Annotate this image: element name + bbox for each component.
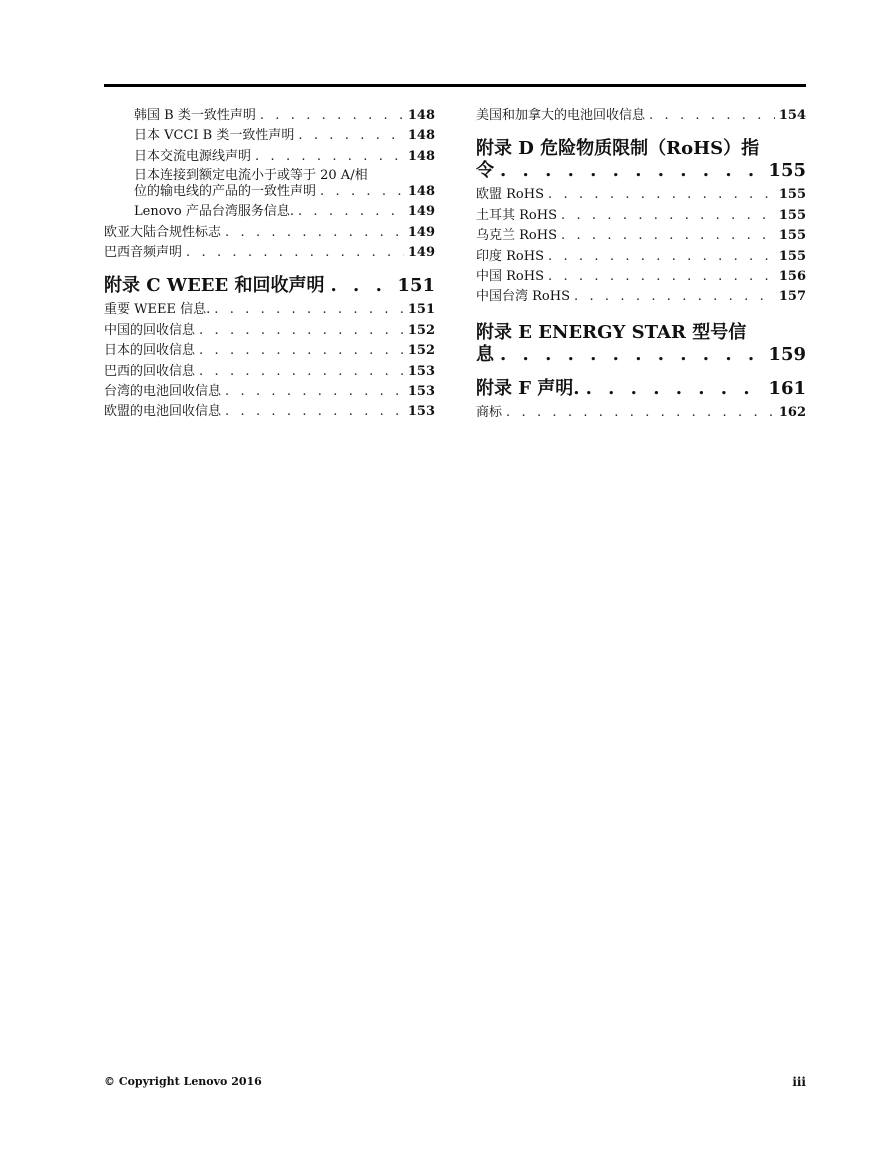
- dot-leader: [331, 275, 392, 297]
- dot-leader: [561, 206, 775, 226]
- toc-entry-title: 重要 WEEE 信息.: [104, 302, 211, 318]
- section-page: 159: [768, 343, 806, 365]
- toc-entry[interactable]: [476, 226, 806, 246]
- dot-leader: [199, 362, 404, 382]
- section-title: 附录 F 声明.: [476, 377, 580, 399]
- toc-section-appendix-d[interactable]: [476, 138, 806, 182]
- toc-entry-page: 155: [778, 187, 806, 203]
- toc-entry-title: 土耳其 RoHS: [476, 207, 557, 223]
- toc-entry-page: 162: [778, 404, 806, 420]
- toc-entry-title: Lenovo 产品台湾服务信息.: [134, 204, 294, 220]
- toc-entry[interactable]: [104, 362, 435, 382]
- toc-entry-title: 巴西音频声明: [104, 245, 183, 261]
- toc-entry[interactable]: [104, 321, 435, 341]
- section-page: 151: [397, 275, 435, 297]
- dot-leader: [500, 344, 762, 366]
- toc-entry-title: 乌克兰 RoHS: [476, 228, 557, 244]
- dot-leader: [561, 226, 775, 246]
- dot-leader: [225, 223, 404, 243]
- toc-entry-title: 日本的回收信息: [104, 343, 196, 359]
- dot-leader: [199, 341, 404, 361]
- toc-entry-page: 156: [778, 269, 806, 285]
- dot-leader: [649, 106, 775, 126]
- toc-entry-title: 欧盟的电池回收信息: [104, 404, 222, 420]
- toc-left-column: [104, 106, 435, 423]
- toc-entry-title-line1: 日本连接到额定电流小于或等于 20 A/相: [134, 168, 368, 184]
- dot-leader: [298, 202, 404, 222]
- dot-leader: [298, 126, 403, 146]
- dot-leader: [548, 185, 775, 205]
- dot-leader: [586, 378, 763, 400]
- toc-entry-title-line2: 位的输电线的产品的一致性声明: [134, 184, 317, 200]
- toc-entry-page: 149: [407, 224, 435, 240]
- toc-entry-title: 台湾的电池回收信息: [104, 384, 222, 400]
- toc-entry[interactable]: [476, 267, 806, 287]
- dot-leader: [255, 147, 404, 167]
- toc-entry[interactable]: [104, 341, 435, 361]
- section-page: 155: [768, 160, 806, 182]
- toc-entry-title: 中国的回收信息: [104, 322, 196, 338]
- toc-entry[interactable]: [476, 185, 806, 205]
- toc-entry-page: 153: [407, 384, 435, 400]
- toc-entry-page: 148: [407, 128, 435, 144]
- toc-entry[interactable]: [104, 106, 435, 126]
- toc-entry-title: 中国台湾 RoHS: [476, 289, 570, 305]
- page-number: iii: [792, 1075, 806, 1089]
- toc-entry-page: 149: [407, 245, 435, 261]
- dot-leader: [186, 243, 404, 263]
- toc-entry-title: 美国和加拿大的电池回收信息: [476, 108, 646, 123]
- toc-entry-page: 155: [778, 248, 806, 264]
- dot-leader: [548, 267, 775, 287]
- toc-entry-page: 151: [407, 302, 435, 318]
- toc-entry-title: 欧亚大陆合规性标志: [104, 224, 222, 240]
- toc-entry[interactable]: [104, 223, 435, 243]
- toc-entry-page: 149: [407, 204, 435, 220]
- toc-entry-title: 印度 RoHS: [476, 248, 544, 264]
- toc-entry-title: 商标: [476, 404, 503, 420]
- toc-entry-page: 153: [407, 363, 435, 379]
- toc-entry-page: 153: [407, 404, 435, 420]
- header-rule: [104, 84, 806, 87]
- toc-entry-page: 154: [778, 108, 806, 123]
- toc-entry[interactable]: [104, 202, 435, 222]
- toc-entry[interactable]: [476, 287, 806, 307]
- toc-entry[interactable]: [104, 243, 435, 263]
- toc-entry-page: 152: [407, 322, 435, 338]
- dot-leader: [214, 300, 404, 320]
- toc-entry-title: 韩国 B 类一致性声明: [134, 108, 256, 123]
- toc-entry-page: 157: [778, 289, 806, 305]
- toc-entry[interactable]: [104, 126, 435, 146]
- toc-entry-page: 148: [407, 108, 435, 123]
- toc-entry-page: 155: [778, 228, 806, 244]
- section-title-line1: 附录 D 危险物质限制（RoHS）指: [476, 138, 760, 160]
- dot-leader: [199, 321, 404, 341]
- toc-entry-page: 152: [407, 343, 435, 359]
- toc-entry[interactable]: [104, 300, 435, 320]
- toc-entry-page: 148: [407, 148, 435, 164]
- toc-entry-page: 148: [407, 184, 435, 200]
- dot-leader: [320, 184, 404, 200]
- copyright-notice: © Copyright Lenovo 2016: [104, 1075, 262, 1088]
- toc-section-appendix-f[interactable]: [476, 378, 806, 400]
- dot-leader: [500, 160, 762, 182]
- toc-entry[interactable]: [104, 402, 435, 422]
- toc-entry-title: 日本 VCCI B 类一致性声明: [134, 128, 295, 144]
- toc-section-appendix-c[interactable]: [104, 275, 435, 297]
- dot-leader: [225, 402, 404, 422]
- toc-entry[interactable]: [476, 106, 806, 126]
- toc-entry[interactable]: [104, 382, 435, 402]
- section-title-line1: 附录 E ENERGY STAR 型号信: [476, 321, 747, 343]
- dot-leader: [506, 403, 775, 423]
- toc-entry[interactable]: [476, 206, 806, 226]
- toc-entry-title: 巴西的回收信息: [104, 363, 196, 379]
- dot-leader: [574, 287, 775, 307]
- dot-leader: [260, 106, 404, 126]
- section-page: 161: [768, 377, 806, 399]
- toc-entry[interactable]: [476, 247, 806, 267]
- dot-leader: [548, 247, 775, 267]
- toc-section-appendix-e[interactable]: [476, 322, 806, 366]
- toc-entry-title: 日本交流电源线声明: [134, 148, 252, 164]
- toc-entry-two-line[interactable]: [104, 168, 435, 200]
- toc-entry[interactable]: [476, 403, 806, 423]
- dot-leader: [225, 382, 404, 402]
- section-title: 附录 C WEEE 和回收声明: [104, 275, 325, 297]
- section-title-line2: 令: [476, 160, 494, 182]
- toc-entry-title: 中国 RoHS: [476, 269, 544, 285]
- toc-right-column: [476, 106, 806, 423]
- toc-entry[interactable]: [104, 147, 435, 167]
- toc-entry-title: 欧盟 RoHS: [476, 187, 544, 203]
- toc-entry-page: 155: [778, 207, 806, 223]
- section-title-line2: 息: [476, 343, 494, 365]
